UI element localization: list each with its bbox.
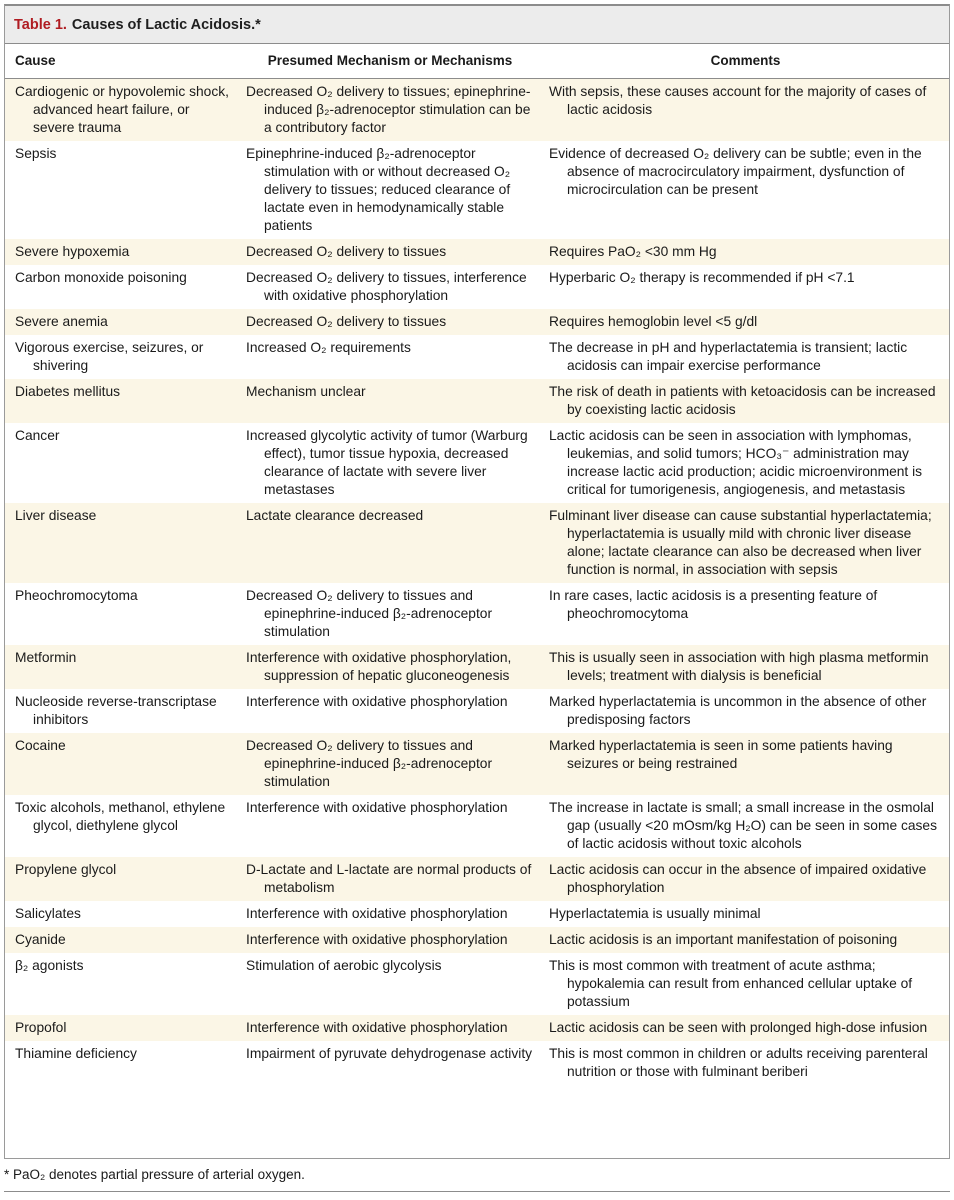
- mechanism-cell: [238, 795, 542, 857]
- header-cause: Cause: [5, 44, 238, 78]
- table-row: [5, 265, 949, 309]
- mechanism-cell: [238, 423, 542, 503]
- table-title-bar: [5, 6, 949, 44]
- cause-cell: [5, 927, 238, 953]
- comments-cell: [542, 309, 949, 335]
- comments-cell: [542, 733, 949, 795]
- cause-cell: [5, 1041, 238, 1085]
- mechanism-cell: [238, 733, 542, 795]
- comments-cell-text: Evidence of decreased O₂ delivery can be subtle; even in the absence of macrocirculatory impairment, dysfunction of microcirculation can be present: [549, 145, 922, 197]
- comments-cell-text: This is usually seen in association with high plasma metformin levels; treatment with dialysis is beneficial: [549, 649, 929, 683]
- comments-cell: [542, 379, 949, 423]
- comments-cell-text: Marked hyperlactatemia is uncommon in the absence of other predisposing factors: [549, 693, 927, 727]
- comments-cell: [542, 1015, 949, 1041]
- cause-cell-text: Cancer: [15, 427, 60, 443]
- cause-cell: [5, 901, 238, 927]
- comments-cell-text: The decrease in pH and hyperlactatemia is transient; lactic acidosis can impair exercise performance: [549, 339, 908, 373]
- mechanism-cell: [238, 141, 542, 239]
- cause-cell: [5, 645, 238, 689]
- cause-cell-text: Severe anemia: [15, 313, 108, 329]
- cause-cell: [5, 379, 238, 423]
- cause-cell: [5, 795, 238, 857]
- mechanism-cell-text: Impairment of pyruvate dehydrogenase activity: [246, 1045, 533, 1061]
- comments-cell: [542, 503, 949, 583]
- cause-cell: [5, 335, 238, 379]
- cause-cell-text: Nucleoside reverse-transcriptase inhibitors: [15, 693, 217, 727]
- cause-cell-text: Salicylates: [15, 905, 81, 921]
- comments-cell: [542, 795, 949, 857]
- table-row: [5, 309, 949, 335]
- mechanism-cell: [238, 689, 542, 733]
- mechanism-cell: [238, 239, 542, 265]
- comments-cell-text: The risk of death in patients with ketoacidosis can be increased by coexisting lactic acidosis: [549, 383, 936, 417]
- comments-cell-text: Requires hemoglobin level <5 g/dl: [549, 313, 758, 329]
- header-row: [5, 44, 949, 78]
- comments-cell: [542, 901, 949, 927]
- mechanism-cell-text: Interference with oxidative phosphorylation: [246, 931, 508, 947]
- table-row: [5, 78, 949, 141]
- cause-cell: [5, 1015, 238, 1041]
- mechanism-cell: [238, 901, 542, 927]
- comments-cell-text: With sepsis, these causes account for the majority of cases of lactic acidosis: [549, 83, 927, 117]
- comments-cell: [542, 1041, 949, 1085]
- mechanism-cell: [238, 78, 542, 141]
- mechanism-cell: [238, 379, 542, 423]
- cause-cell-text: Thiamine deficiency: [15, 1045, 137, 1061]
- mechanism-cell: [238, 1041, 542, 1085]
- cause-cell: [5, 78, 238, 141]
- mechanism-cell-text: Increased O₂ requirements: [246, 339, 411, 355]
- cause-cell-text: Metformin: [15, 649, 77, 665]
- comments-cell: [542, 645, 949, 689]
- comments-cell-text: Requires PaO₂ <30 mm Hg: [549, 243, 717, 259]
- table-row: [5, 1041, 949, 1085]
- cause-cell: [5, 141, 238, 239]
- mechanism-cell: [238, 645, 542, 689]
- mechanism-cell-text: Interference with oxidative phosphorylation: [246, 799, 508, 815]
- causes-table: [5, 44, 949, 1085]
- table-row: [5, 583, 949, 645]
- header-mechanism: Presumed Mechanism or Mechanisms: [238, 44, 542, 78]
- cause-cell: [5, 239, 238, 265]
- mechanism-cell-text: Interference with oxidative phosphorylation, suppression of hepatic gluconeogenesis: [246, 649, 512, 683]
- mechanism-cell-text: Increased glycolytic activity of tumor (Warburg effect), tumor tissue hypoxia, decreased clearance of lactate with severe liver metastases: [246, 427, 528, 497]
- comments-cell-text: Lactic acidosis can be seen with prolonged high-dose infusion: [549, 1019, 928, 1035]
- comments-cell: [542, 689, 949, 733]
- mechanism-cell-text: Decreased O₂ delivery to tissues and epinephrine-induced β₂-adrenoceptor stimulation: [246, 737, 493, 789]
- cause-cell-text: Cardiogenic or hypovolemic shock, advanced heart failure, or severe trauma: [15, 83, 229, 135]
- comments-cell: [542, 953, 949, 1015]
- comments-cell: [542, 78, 949, 141]
- table-row: [5, 733, 949, 795]
- comments-cell-text: In rare cases, lactic acidosis is a presenting feature of pheochromocytoma: [549, 587, 878, 621]
- table-row: [5, 335, 949, 379]
- comments-cell-text: Hyperbaric O₂ therapy is recommended if pH <7.1: [549, 269, 855, 285]
- mechanism-cell-text: Stimulation of aerobic glycolysis: [246, 957, 442, 973]
- mechanism-cell-text: Mechanism unclear: [246, 383, 366, 399]
- cause-cell-text: Carbon monoxide poisoning: [15, 269, 187, 285]
- cause-cell: [5, 503, 238, 583]
- comments-cell-text: Lactic acidosis can be seen in association with lymphomas, leukemias, and solid tumors; HCO₃⁻ administration may increase lactic acid production; acidic microenvironment is critical for tumorigenesis, angiogenesis, and metastasis: [549, 427, 923, 497]
- cause-cell-text: β₂ agonists: [15, 957, 84, 973]
- table-row: [5, 503, 949, 583]
- comments-cell: [542, 239, 949, 265]
- table-number: Table 1.: [14, 16, 67, 33]
- cause-cell-text: Propylene glycol: [15, 861, 117, 877]
- header-comments: Comments: [542, 44, 949, 78]
- mechanism-cell: [238, 927, 542, 953]
- cause-cell-text: Severe hypoxemia: [15, 243, 130, 259]
- table-row: [5, 423, 949, 503]
- table-frame: [4, 4, 950, 1159]
- comments-cell-text: Hyperlactatemia is usually minimal: [549, 905, 761, 921]
- bottom-rule: [4, 1191, 950, 1192]
- cause-cell-text: Propofol: [15, 1019, 67, 1035]
- mechanism-cell-text: Interference with oxidative phosphorylation: [246, 1019, 508, 1035]
- mechanism-cell-text: Decreased O₂ delivery to tissues; epinephrine-induced β₂-adrenoceptor stimulation can be a contributory factor: [246, 83, 531, 135]
- cause-cell-text: Sepsis: [15, 145, 57, 161]
- mechanism-cell-text: Interference with oxidative phosphorylation: [246, 693, 508, 709]
- cause-cell-text: Cocaine: [15, 737, 66, 753]
- comments-cell: [542, 927, 949, 953]
- cause-cell: [5, 689, 238, 733]
- comments-cell-text: Lactic acidosis is an important manifestation of poisoning: [549, 931, 898, 947]
- mechanism-cell-text: Decreased O₂ delivery to tissues, interference with oxidative phosphorylation: [246, 269, 527, 303]
- footnote: * PaO₂ denotes partial pressure of arterial oxygen.: [4, 1167, 305, 1182]
- mechanism-cell: [238, 335, 542, 379]
- comments-cell-text: Lactic acidosis can occur in the absence of impaired oxidative phosphorylation: [549, 861, 927, 895]
- mechanism-cell-text: Epinephrine-induced β₂-adrenoceptor stimulation with or without decreased O₂ delivery to tissues; reduced clearance of lactate even in hemodynamically stable patients: [246, 145, 511, 233]
- mechanism-cell: [238, 265, 542, 309]
- comments-cell: [542, 335, 949, 379]
- comments-cell: [542, 423, 949, 503]
- table-row: [5, 689, 949, 733]
- mechanism-cell-text: Decreased O₂ delivery to tissues: [246, 313, 447, 329]
- mechanism-cell-text: Decreased O₂ delivery to tissues: [246, 243, 447, 259]
- cause-cell: [5, 733, 238, 795]
- comments-cell: [542, 265, 949, 309]
- mechanism-cell-text: Lactate clearance decreased: [246, 507, 424, 523]
- table-row: [5, 645, 949, 689]
- table-row: [5, 379, 949, 423]
- comments-cell-text: This is most common in children or adults receiving parenteral nutrition or those with fulminant beriberi: [549, 1045, 928, 1079]
- cause-cell-text: Cyanide: [15, 931, 66, 947]
- mechanism-cell-text: D-Lactate and L-lactate are normal products of metabolism: [246, 861, 532, 895]
- comments-cell: [542, 857, 949, 901]
- comments-cell-text: The increase in lactate is small; a small increase in the osmolal gap (usually <20 mOsm/kg H₂O) can be seen in some cases of lactic acidosis without toxic alcohols: [549, 799, 937, 851]
- cause-cell: [5, 583, 238, 645]
- cause-cell-text: Toxic alcohols, methanol, ethylene glycol, diethylene glycol: [15, 799, 226, 833]
- table-row: [5, 239, 949, 265]
- cause-cell-text: Pheochromocytoma: [15, 587, 138, 603]
- cause-cell-text: Vigorous exercise, seizures, or shivering: [15, 339, 204, 373]
- mechanism-cell: [238, 857, 542, 901]
- cause-cell: [5, 423, 238, 503]
- mechanism-cell: [238, 1015, 542, 1041]
- mechanism-cell: [238, 583, 542, 645]
- comments-cell-text: Fulminant liver disease can cause substantial hyperlactatemia; hyperlactatemia is usually mild with chronic liver disease alone; lactate clearance can also be decreased when liver function is normal, in association with sepsis: [549, 507, 932, 577]
- comments-cell-text: Marked hyperlactatemia is seen in some patients having seizures or being restrained: [549, 737, 893, 771]
- cause-cell: [5, 953, 238, 1015]
- mechanism-cell: [238, 503, 542, 583]
- cause-cell: [5, 309, 238, 335]
- table-row: [5, 1015, 949, 1041]
- table-row: [5, 927, 949, 953]
- table-row: [5, 795, 949, 857]
- cause-cell: [5, 857, 238, 901]
- mechanism-cell: [238, 953, 542, 1015]
- mechanism-cell: [238, 309, 542, 335]
- table-row: [5, 141, 949, 239]
- cause-cell-text: Diabetes mellitus: [15, 383, 121, 399]
- mechanism-cell-text: Interference with oxidative phosphorylation: [246, 905, 508, 921]
- comments-cell: [542, 583, 949, 645]
- comments-cell: [542, 141, 949, 239]
- cause-cell: [5, 265, 238, 309]
- mechanism-cell-text: Decreased O₂ delivery to tissues and epinephrine-induced β₂-adrenoceptor stimulation: [246, 587, 493, 639]
- table-title: Causes of Lactic Acidosis.*: [71, 16, 261, 33]
- comments-cell-text: This is most common with treatment of acute asthma; hypokalemia can result from enhanced cellular uptake of potassium: [549, 957, 913, 1009]
- table-row: [5, 901, 949, 927]
- table-row: [5, 953, 949, 1015]
- table-row: [5, 857, 949, 901]
- cause-cell-text: Liver disease: [15, 507, 97, 523]
